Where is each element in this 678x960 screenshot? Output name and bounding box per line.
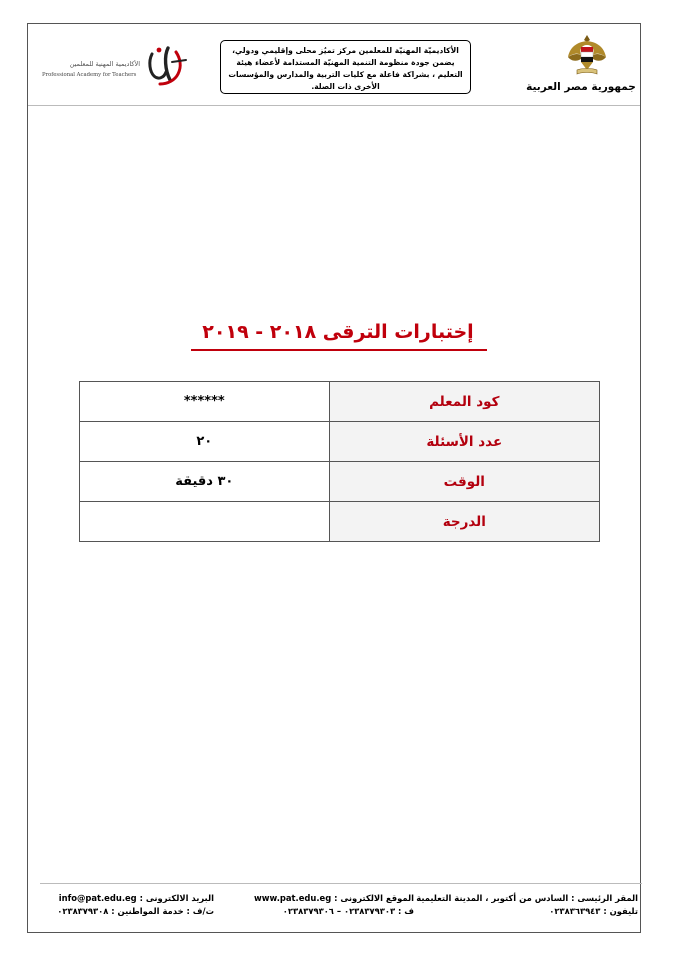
score-value xyxy=(80,502,330,542)
footer-website-line xyxy=(222,892,414,905)
email-link[interactable]: info@pat.edu.eg xyxy=(58,893,137,903)
footer-email xyxy=(42,892,214,918)
questions-count-label: عدد الأسئلة xyxy=(329,422,599,462)
footer-address xyxy=(416,892,638,918)
table-row xyxy=(80,382,600,422)
footer-divider xyxy=(40,883,642,884)
footer-fax-line: ف : ٠٢٣٨٣٧٩٣٠٣ – ٠٢٣٨٣٧٩٣٠٦ xyxy=(282,906,414,916)
republic-name: جمهورية مصر العربية xyxy=(526,81,636,93)
academy-name-arabic: الأكاديمية المهنية للمعلمين xyxy=(69,60,140,68)
website-label: الموقع الالكترونى : xyxy=(334,893,414,903)
table-row xyxy=(80,502,600,542)
teacher-code-value: ****** xyxy=(80,382,330,422)
footer-address-line: المقر الرئيسى : السادس من أكتوبر ، المدينة التعليمية xyxy=(416,893,638,903)
footer-website xyxy=(222,892,414,918)
footer-phone-line: تليفون : ٠٢٣٨٣٦٣٩٤٣ xyxy=(549,906,638,916)
email-label: البريد الالكترونى : xyxy=(139,893,214,903)
academy-name-english: Professional Academy for Teachers xyxy=(42,72,137,78)
footer-email-line xyxy=(42,892,214,905)
exam-title: إختبارات الترقى ٢٠١٨ - ٢٠١٩ xyxy=(202,321,474,343)
header-divider xyxy=(28,105,640,106)
time-label: الوقت xyxy=(329,462,599,502)
teacher-code-label: كود المعلم xyxy=(329,382,599,422)
table-row xyxy=(80,422,600,462)
questions-count-value: ٢٠ xyxy=(80,422,330,462)
exam-info-table xyxy=(79,381,600,542)
time-value: ٣٠ دقيقة xyxy=(80,462,330,502)
score-label: الدرجة xyxy=(329,502,599,542)
egypt-eagle-emblem-icon xyxy=(567,33,607,79)
academy-intro-text: الأكاديميّة المهنيّة للمعلمين مركز تميُز محلى وإقليمي ودولي، يضمن جودة منظومة التنمية المهنيّة المستدامة لأعضاء هيئة التعليم ، بشراكة فاعلة مع كليات التربية والمدارس والمؤسسات الأخرى ذات الصلة. xyxy=(228,46,463,91)
footer-citizens-line: ت/ف : خدمة المواطنين : ٠٢٣٨٣٧٩٣٠٨ xyxy=(57,906,214,916)
title-underline xyxy=(191,349,487,351)
table-row xyxy=(80,462,600,502)
website-link[interactable]: www.pat.edu.eg xyxy=(254,893,332,903)
academy-intro-box xyxy=(220,40,471,94)
